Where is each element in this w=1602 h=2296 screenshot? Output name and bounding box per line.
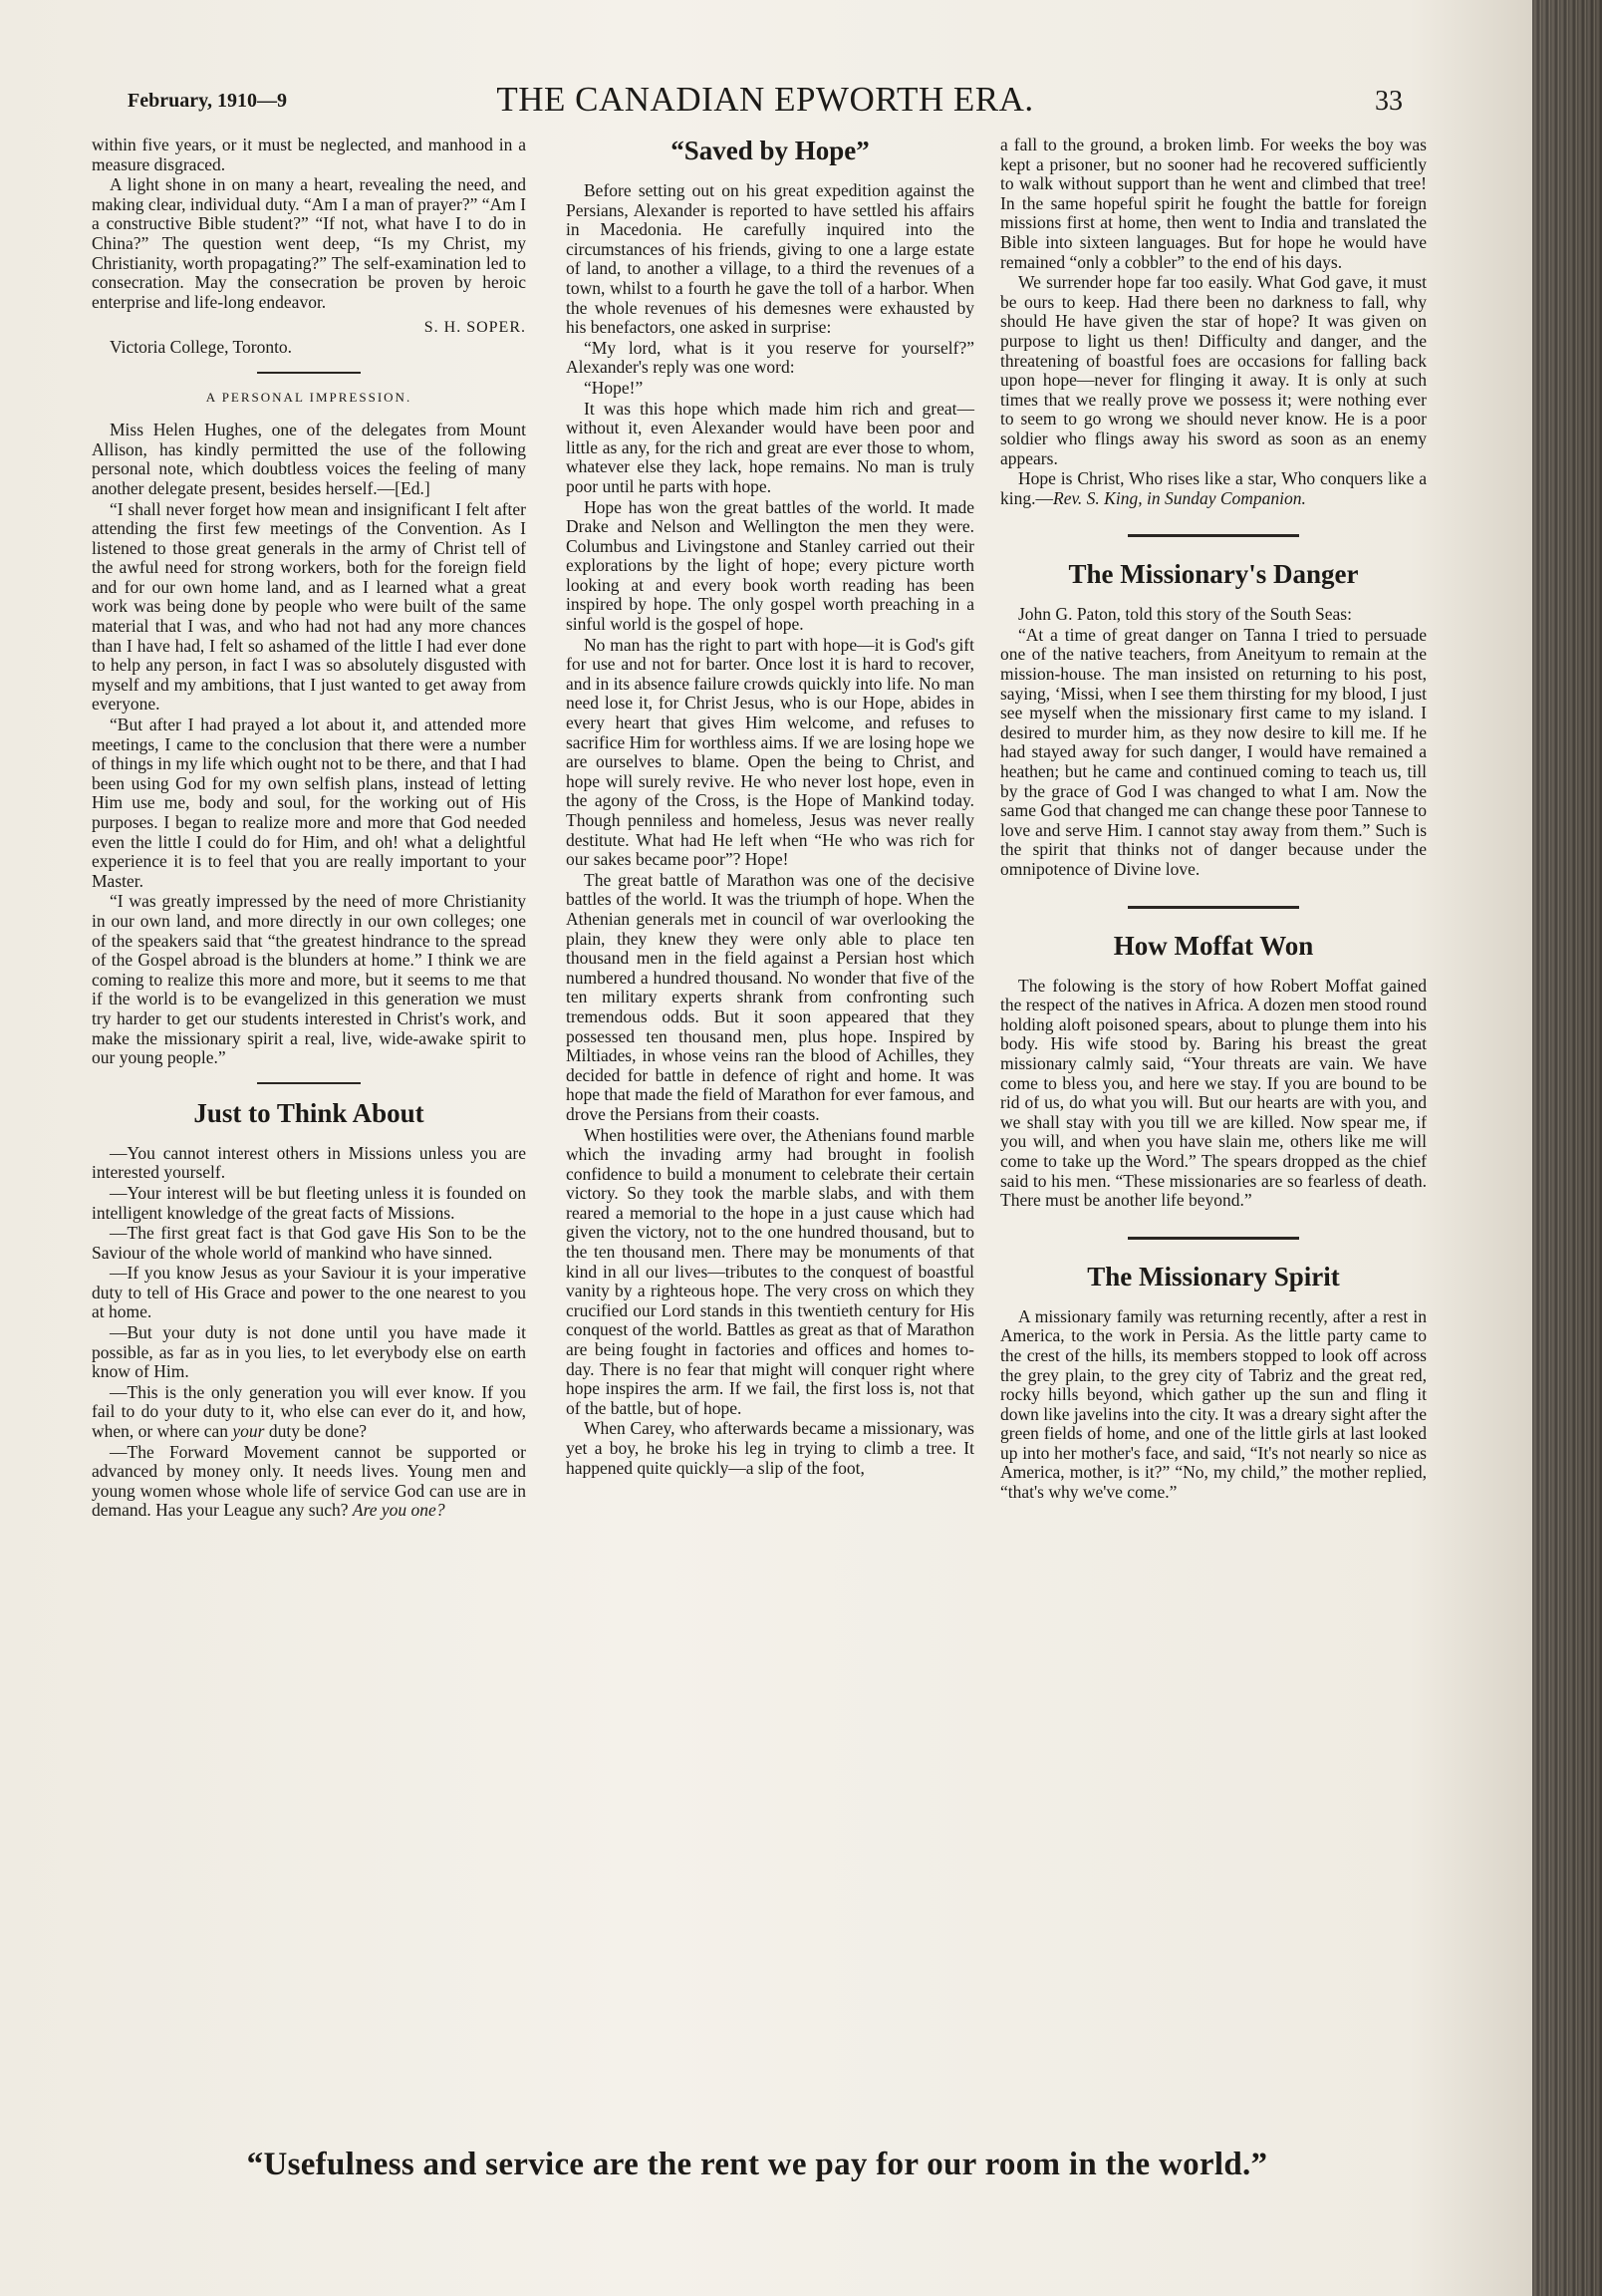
- paragraph: “I shall never forget how mean and insignificant I felt after attending the first few meetings of the Convention. As I listened to those great generals in the army of Christ tell of the awful need for strong workers, both for the foreign field and for our own home land, and as I learned what a great work was being done by people who were built of the same material that I was, and who had not had any more chances than I have had, I felt so ashamed of the little I had ever done to help any person, in fact I was so absolutely disgusted with myself and my ambitions, that I just wanted to get away from everyone.: [92, 498, 526, 715]
- paragraph: “I was greatly impressed by the need of more Christianity in our own land, and more directly in our own colleges; one of the speakers said that “the greatest hindrance to the spread of the Gospel abroad is the blunders at home.” I think we are coming to realize this more and more, but it seems to me that if the world is to be evangelized in this generation we must try harder to get our students interested in Christ's work, and make the missionary spirit a real, live, wide-awake spirit to our young people.”: [92, 891, 526, 1068]
- section-divider: [1128, 906, 1299, 909]
- paragraph: “But after I had prayed a lot about it, and attended more meetings, I came to the conclusion that there were a number of things in my life which ought not to be there, and that I had been using God for my own selfish plans, instead of letting Him use me, body and soul, for the working out of His purposes. I began to realize more and more that God needed even the little I could do for Him, and oh! what a delightful experience it is to feel that you are really important to your Master.: [92, 715, 526, 891]
- author-affiliation: Victoria College, Toronto.: [110, 336, 293, 357]
- text-run: duty be done?: [268, 1421, 368, 1442]
- paragraph: a fall to the ground, a broken limb. For weeks the boy was kept a prisoner, but no sooner had he recovered sufficiently to walk without support than he went and climbed that tree! In the same hopeful spirit he fought the battle for foreign missions first at home, then went to India and translated the Bible into sixteen languages. But for hope he would have remained “only a cobbler” to the end of his days.: [1000, 135, 1427, 272]
- publication-title: THE CANADIAN EPWORTH ERA.: [496, 80, 1034, 119]
- text-run: —The Forward Movement cannot be supported or advanced by money only. It needs lives. Young men and young women whose whole life of service God can use are in demand. Has your League any such?: [92, 1441, 526, 1521]
- section-divider: [1128, 534, 1299, 537]
- section-heading: Just to Think About: [193, 1097, 424, 1128]
- emphasis: your: [232, 1421, 265, 1442]
- author-signature: S. H. SOPER.: [423, 319, 526, 337]
- section-heading: The Missionary Spirit: [1087, 1261, 1340, 1292]
- paragraph: A light shone in on many a heart, revealing the need, and making clear, individual duty. “Am I a man of prayer?” “Am I a constructive Bible student?” “If not, what have I to do in China?” The question went deep, “Is my Christ, my Christianity, worth propagating?” The self-examination led to consecration. May the consecration be proven by heroic enterprise and life-long endeavor.: [92, 174, 526, 312]
- book-binding-edge: [1532, 0, 1602, 2296]
- paragraph: When hostilities were over, the Athenians found marble which the invading army had brought in foolish confidence to build a monument to celebrate their certain victory. So they took the marble slabs, and with them reared a memorial to the hope in a just cause which had given the victory, not to the one hundred thousand, but to the ten thousand men. There may be monuments of that kind in all our lives—tributes to the conquest of boastful vanity by a righteous hope. The very cross on which they crucified our Lord stands in this twentieth century for His conquest of the world. Battles as great as that of Marathon are being fought in factories and offices and homes to-day. There is no fear that might will conquer right where hope inspires the arm. If we fail, the first loss is, not that of the battle, but of hope.: [566, 1124, 974, 1418]
- paragraph: “At a time of great danger on Tanna I tried to persuade one of the native teachers, from Aneityum to remain at the mission-house. The man insisted on returning to his post, saying, ‘Missi, when I see them thirsting for my blood, I just see myself when the missionary first came to my island. I desired to murder him, as they now desire to kill me. If he had stayed away for such danger, I would have remained a heathen; but he came and continued coming to teach us, till by the grace of God I was changed to what I am. Now the same God that changed me can change these poor Tannese to love and serve Him. I cannot stay away from them.” Such is the spirit that thinks not of danger because under the omnipotence of Divine love.: [1000, 624, 1428, 879]
- column-middle: [566, 136, 974, 1479]
- paragraph: A missionary family was returning recently, after a rest in America, to the work in Persia. As the little party came to the crest of the hills, its members stopped to look off across the grey plain, to the grey city of Tabriz and the great red, rocky hills beyond, which gather up the sun and fling it down like javelins into the city. It was a dreary sight after the green fields of home, and one of the little girls at last looked up into her mother's face, and said, “It's not nearly so nice as America, mother, is it?” “No, my child,” the mother replied, “that's why we've come.”: [1000, 1305, 1427, 1503]
- paragraph: —If you know Jesus as your Saviour it is your imperative duty to tell of His Grace and power to the one nearest to you at home.: [92, 1263, 526, 1322]
- paragraph: Hope has won the great battles of the world. It made Drake and Nelson and Wellington the men they were. Columbus and Livingstone and Stanley carried out their explorations by the light of hope; every picture worth looking at and every book worth reading has been inspired by hope. The only gospel worth preaching in a sinful world is the gospel of hope.: [566, 496, 974, 635]
- text-run: Hope is Christ, Who rises like a star, Who conquers like a king.—: [1000, 468, 1427, 508]
- paragraph: “Hope!”: [584, 377, 644, 398]
- paragraph: John G. Paton, told this story of the South Seas:: [1018, 604, 1352, 625]
- paragraph: —The first great fact is that God gave His Son to be the Saviour of the whole world of mankind who have sinned.: [92, 1223, 526, 1263]
- paragraph: —But your duty is not done until you have made it possible, as far as in you lies, to let everybody else on earth know of Him.: [92, 1322, 526, 1382]
- section-divider: [1128, 1237, 1299, 1240]
- section-heading: The Missionary's Danger: [1068, 559, 1359, 590]
- paragraph: Before setting out on his great expedition against the Persians, Alexander is reported to have settled his affairs in Macedonia. He carefully inquired into the circumstances of his friends, giving to one a large estate of land, to another a village, to a third the revenues of a town, whilst to a fourth he gave the toll of a harbor. When the whole revenues of his demesnes were exhausted by his benefactors, one asked in surprise:: [566, 180, 974, 338]
- paragraph: It was this hope which made him rich and great—without it, even Alexander would have been poor and little as any, for the rich and great are ever those to whom, whatever else they lack, hope remains. No man is truly poor until he parts with hope.: [566, 398, 974, 496]
- paragraph: The great battle of Marathon was one of the decisive battles of the world. It was the triumph of hope. When the Athenian generals met in council of war overlooking the plain, they knew they were only able to place ten thousand men in the field against a Persian host which numbered a hundred thousand. No wonder that five of the ten military experts shrank from confronting such tremendous odds. But it soon appeared that they possessed ten thousand men, plus hope. Inspired by Miltiades, in whose veins ran the blood of Achilles, they decided for battle in defence of right and home. It was hope that made the field of Marathon for ever famous, and drove the Persians from their coasts.: [566, 869, 974, 1124]
- paragraph: [92, 1443, 526, 1521]
- paragraph: within five years, or it must be neglected, and manhood in a measure disgraced.: [92, 135, 526, 174]
- subheading: A PERSONAL IMPRESSION.: [205, 389, 412, 405]
- column-left: [92, 136, 526, 1522]
- emphasis: Are you one?: [352, 1500, 445, 1521]
- paragraph: When Carey, who afterwards became a missionary, was yet a boy, he broke his leg in trying to climb a tree. It happened quite quickly—a slip of the foot,: [566, 1418, 974, 1478]
- paragraph: “My lord, what is it you reserve for yourself?” Alexander's reply was one word:: [566, 337, 974, 378]
- column-right: [1000, 136, 1427, 1504]
- text-run: —This is the only generation you will ever know. If you fail to do your duty to it, who else can ever do it, and how, when, or where can: [92, 1381, 526, 1442]
- paragraph: [92, 1383, 526, 1442]
- paragraph: —Your interest will be but fleeting unless it is founded on intelligent knowledge of the great facts of Missions.: [92, 1182, 526, 1223]
- footer-quote: “Usefulness and service are the rent we pay for our room in the world.”: [246, 2147, 1268, 2182]
- paragraph: Miss Helen Hughes, one of the delegates from Mount Allison, has kindly permitted the use of the following personal note, which doubtless voices the feeling of many another delegate present, besides herself.—[Ed.]: [92, 420, 526, 498]
- paragraph: The folowing is the story of how Robert Moffat gained the respect of the natives in Africa. A dozen men stood round holding aloft poisoned spears, about to plunge them into his body. His wife stood by. Baring his breast the great missionary calmly said, “Your threats are vain. We have come to bless you, and here we stay. If you are bound to be rid of us, do what you will. But our hearts are with you, and we shall stay with you till we are killed. Now spear me, if you will, and when you have slain me, others like me will come to take up the Word.” The spears dropped as the chief said to his men. “These missionaries are so fearless of death. There must be another life beyond.”: [1000, 975, 1427, 1211]
- paragraph: No man has the right to part with hope—it is God's gift for use and not for barter. Once lost it is hard to recover, and in its absence failure crowds quickly into life. No man need lose it, for Christ Jesus, who is our Hope, abides in every heart that gives Him welcome, and refuses to sacrifice Him for worthless aims. If we are losing hope we are ourselves to blame. Open the being to Christ, and hope will surely revive. He who never lost hope, even in the agony of the Cross, is the Hope of Mankind today. Though penniless and homeless, Jesus was never really destitute. What had He left when “He who was rich for our sakes became poor”? Hope!: [566, 634, 974, 870]
- paragraph: [1000, 469, 1427, 508]
- issue-date: February, 1910—9: [128, 90, 287, 112]
- section-heading: “Saved by Hope”: [670, 136, 870, 165]
- page-number: 33: [1375, 86, 1403, 117]
- paragraph: —You cannot interest others in Missions unless you are interested yourself.: [92, 1142, 526, 1183]
- section-divider: [257, 1082, 361, 1084]
- emphasis: Rev. S. King, in Sunday Companion.: [1053, 487, 1306, 508]
- section-heading: How Moffat Won: [1113, 930, 1314, 961]
- section-divider: [257, 372, 361, 374]
- paragraph: We surrender hope far too easily. What God gave, it must be ours to keep. Had there been no darkness to fall, why should He have given the star of hope? It was given on purpose to light us then! Difficulty and danger, and the threatening of boastful foes are occasions for falling back upon hope—never for flinging it away. It is only at such times that we really prove we possess it; were nothing ever to seem to go wrong we should never know. He is a poor soldier who flings away his sword as soon as an enemy appears.: [1000, 272, 1427, 468]
- page-header: [128, 80, 1403, 130]
